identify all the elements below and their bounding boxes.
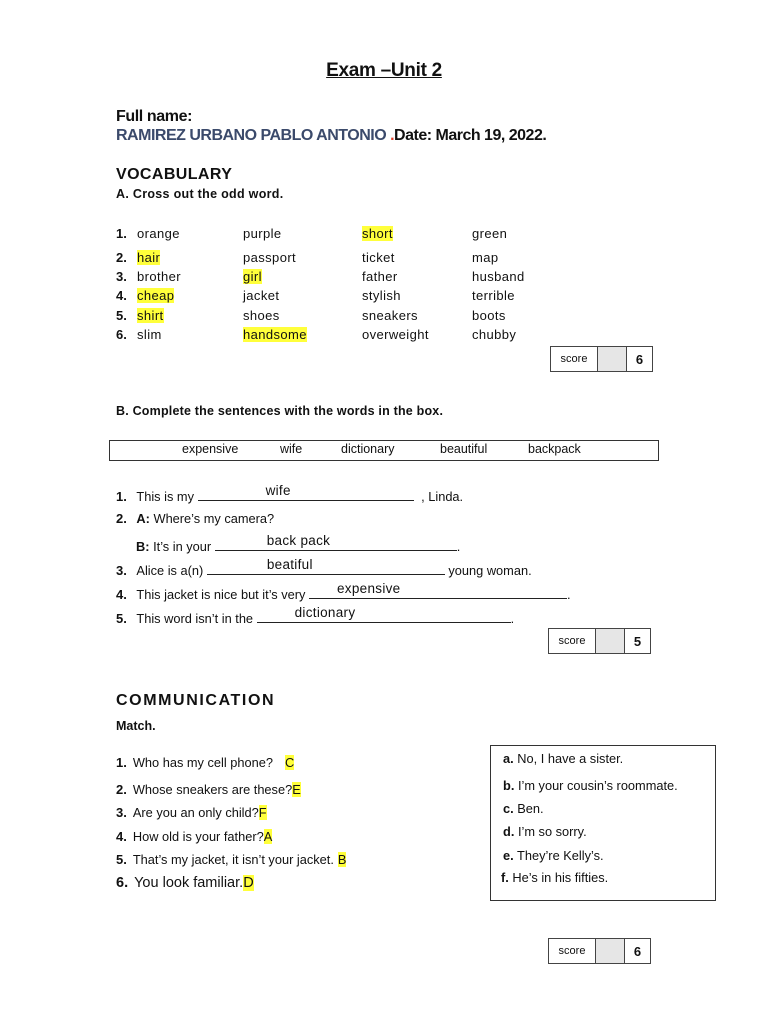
score-value: 6 [633,943,642,959]
score-label: score [549,629,596,653]
row-number: 3. [116,269,127,284]
score-value: 6 [635,351,644,367]
question-text: How old is your father? [132,829,264,844]
answer-text: beatiful [266,557,313,572]
date-separator: . [386,127,395,144]
vocab-word: slim [137,327,162,342]
match-answer: C [284,755,295,770]
vocab-word: boots [472,308,506,323]
vocab-word: green [472,226,508,241]
student-name: RAMIREZ URBANO PABLO ANTONIO [116,127,387,144]
vocab-word: overweight [362,327,429,342]
sentence-text: Alice is a(n) [136,563,204,578]
sentence-text: young woman. [448,563,532,578]
sentence-text: . [456,539,461,554]
sentence-number: 3. [116,563,127,578]
vocab-word: brother [137,269,181,284]
answer-text: wife [265,483,291,498]
score-blank [596,939,625,963]
speaker-label: B: [136,539,150,554]
highlighted-odd-word: hair [137,250,161,265]
question-number: 2. [116,782,127,797]
option-text: They’re Kelly’s. [517,848,604,863]
score-blank [598,347,627,371]
match-question [116,875,254,891]
sentence-text: This word isn’t in the [136,611,254,626]
match-options-box [490,745,716,901]
option-letter: f. [501,870,509,885]
exam-date: Date: March 19, 2022. [394,127,547,144]
option-text: I’m so sorry. [517,824,587,839]
vocab-word: passport [243,250,297,265]
vocab-word: purple [243,226,282,241]
match-option [503,824,587,839]
question-number: 3. [116,805,127,820]
match-answer: F [258,805,267,820]
answer-blank [309,581,567,599]
score-value: 5 [633,633,642,649]
score-label: score [551,347,598,371]
option-letter: c. [503,801,514,816]
question-text: Whose sneakers are these? [132,782,293,797]
question-number: 5. [116,852,127,867]
match-option [503,801,544,816]
vocab-word: husband [472,269,525,284]
exam-title: Exam –Unit 2 [326,60,442,81]
sentence-2b [136,533,461,554]
match-question [116,782,301,797]
row-number: 4. [116,288,127,303]
sentence-text: . [567,587,571,602]
highlighted-odd-word: cheap [137,288,175,303]
sentence-text: Where’s my camera? [153,511,275,526]
option-text: Ben. [517,801,544,816]
full-name-label: Full name: [116,108,193,125]
match-answer: A [263,829,273,844]
option-letter: d. [503,824,515,839]
speaker-label: A: [136,511,150,526]
vocab-word: orange [137,226,180,241]
score-label: score [549,939,596,963]
vocab-word: terrible [472,288,515,303]
match-question [116,755,294,770]
score-box-b [548,628,651,654]
match-answer: D [243,875,254,891]
name-date-line [116,127,546,145]
section-b-instruction: B. Complete the sentences with the words in the box. [116,404,444,418]
sentence-3 [116,557,532,578]
word-box-item: wife [280,442,303,456]
row-number: 2. [116,250,127,265]
match-answer: E [292,782,301,797]
option-text: I’m your cousin’s roommate. [517,778,678,793]
row-number: 5. [116,308,127,323]
match-option [501,870,608,885]
option-letter: e. [503,848,514,863]
question-text: Are you an only child? [132,805,259,820]
answer-blank [257,605,511,623]
match-question [116,829,272,844]
word-box-item: dictionary [341,442,395,456]
score-box-communication [548,938,651,964]
vocab-word: chubby [472,327,517,342]
match-question [116,805,267,820]
answer-text: back pack [266,533,331,548]
row-number: 6. [116,327,127,342]
row-number: 1. [116,226,127,241]
sentence-number: 1. [116,489,127,504]
option-text: No, I have a sister. [517,751,624,766]
vocab-word: map [472,250,499,265]
option-letter: a. [503,751,514,766]
question-number: 4. [116,829,127,844]
sentence-text: . [510,611,515,626]
question-number: 6. [116,875,129,891]
option-text: He’s in his fifties. [512,870,609,885]
question-text: Who has my cell phone? [132,755,273,770]
sentence-number: 2. [116,511,127,526]
sentence-2a [116,511,274,526]
highlighted-odd-word: girl [243,269,262,284]
communication-heading: COMMUNICATION [116,692,276,709]
answer-blank [215,533,457,551]
sentence-number: 4. [116,587,127,602]
sentence-number: 5. [116,611,127,626]
sentence-text: It’s in your [153,539,212,554]
match-option [503,778,678,793]
answer-blank [198,483,414,501]
vocab-word: stylish [362,288,401,303]
word-box-item: beautiful [440,442,488,456]
highlighted-odd-word: short [362,226,393,241]
sentence-text: This is my [136,489,194,504]
word-box-item: backpack [528,442,581,456]
answer-blank [207,557,445,575]
word-box [109,440,659,461]
section-a-instruction: A. Cross out the odd word. [116,187,284,201]
answer-text: dictionary [294,605,356,620]
question-text: You look familiar. [134,875,244,891]
vocab-word: shoes [243,308,280,323]
match-option [503,751,623,766]
sentence-4 [116,581,571,602]
match-question [116,852,346,867]
match-answer: B [337,852,347,867]
vocab-word: sneakers [362,308,418,323]
match-option [503,848,604,863]
vocab-word: jacket [243,288,280,303]
match-instruction: Match. [116,719,156,733]
answer-text: expensive [337,581,401,596]
score-blank [596,629,625,653]
highlighted-odd-word: handsome [243,327,307,342]
word-box-item: expensive [182,442,239,456]
sentence-text: , Linda. [421,489,464,504]
sentence-text: This jacket is nice but it’s very [136,587,306,602]
highlighted-odd-word: shirt [137,308,164,323]
sentence-1 [116,483,464,504]
option-letter: b. [503,778,515,793]
vocab-word: father [362,269,398,284]
vocabulary-heading: VOCABULARY [116,166,233,183]
score-box-a [550,346,653,372]
vocab-word: ticket [362,250,395,265]
question-text: That’s my jacket, it isn’t your jacket. [132,852,334,867]
sentence-5 [116,605,515,626]
question-number: 1. [116,755,127,770]
